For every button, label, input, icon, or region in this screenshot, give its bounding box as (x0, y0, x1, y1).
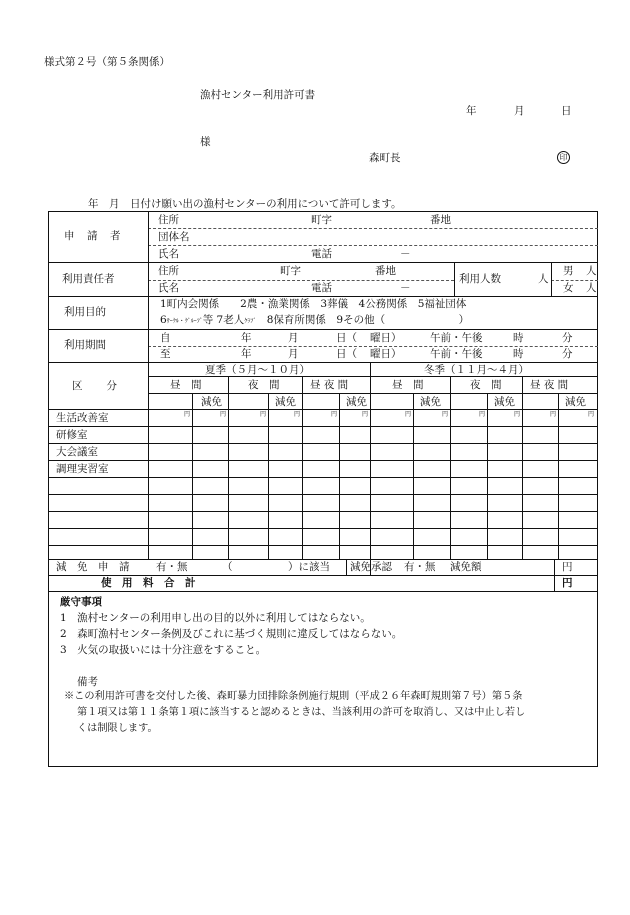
col-divider (551, 263, 552, 296)
rule-item: 2 森町漁村センター条例及びこれに基づく規則に違反してはならない。 (60, 628, 403, 640)
dashed-divider (148, 245, 598, 246)
applicant-lot-label: 番地 (430, 214, 451, 226)
male-unit: 人 (586, 265, 597, 277)
period-to-hour: 時 (513, 348, 524, 360)
summer-night-label: 夜 間 (248, 379, 280, 391)
period-from-hour: 時 (513, 332, 524, 344)
period-label: 利用期間 (64, 339, 106, 351)
header-divider (148, 376, 598, 377)
dashed-divider (148, 280, 454, 281)
period-from-month: 月 (288, 332, 299, 344)
col-divider (558, 393, 559, 559)
exemption-paren-open: （ (222, 561, 233, 573)
header-divider (148, 393, 598, 394)
fee-total-yen: 円 (562, 577, 573, 589)
applicant-phone-label: 電話 (311, 248, 332, 260)
female-label: 女 (563, 282, 574, 294)
row-divider (48, 477, 598, 478)
yen-mark: 円 (362, 411, 369, 418)
rule-item: 1 漁村センターの利用申し出の目的以外に利用してはならない。 (60, 612, 371, 624)
row-divider (48, 460, 598, 461)
responsible-phone-label: 電話 (311, 282, 332, 294)
responsible-town-label: 町字 (280, 265, 301, 277)
yen-mark: 円 (479, 411, 486, 418)
period-to-label: 至 (160, 348, 171, 360)
row-divider (48, 262, 598, 263)
period-from-minute: 分 (562, 332, 573, 344)
date-month-label: 月 (514, 105, 525, 117)
addressee-suffix: 様 (200, 136, 211, 148)
applicant-name-label: 氏名 (158, 248, 179, 260)
col-divider (148, 409, 149, 559)
row-divider (48, 362, 598, 363)
exemption-amount-label: 減免額 (450, 561, 482, 573)
applicant-phone-dash: － (400, 248, 411, 260)
applicant-group-label: 団体名 (158, 231, 190, 243)
dashed-divider (148, 346, 598, 347)
dashed-divider (551, 280, 598, 281)
col-divider (554, 559, 555, 591)
summer-daynight-label: 昼 夜 間 (310, 379, 349, 391)
dashed-divider (148, 228, 598, 229)
date-year-label: 年 (466, 105, 477, 117)
summer-night-exemption: 減免 (275, 396, 296, 408)
col-divider (454, 263, 455, 296)
category-label: 区 分 (72, 380, 118, 392)
rules-title: 厳守事項 (60, 596, 102, 608)
col-divider (487, 393, 488, 559)
exemption-applies: ）に該当 (288, 561, 330, 573)
room-name: 生活改善室 (56, 412, 109, 424)
yen-mark: 円 (442, 411, 449, 418)
col-divider (346, 559, 347, 575)
yen-mark: 円 (588, 411, 595, 418)
summer-daytime-label: 昼 間 (170, 379, 202, 391)
period-from-weekday: 曜日） (370, 332, 402, 344)
remarks-line: ※この利用許可書を交付した後、森町暴力団排除条例施行規則（平成２６年森町規則第７号）第５条 (64, 691, 523, 702)
winter-night-label: 夜 間 (470, 379, 502, 391)
row-divider (48, 511, 598, 512)
yen-mark: 円 (331, 411, 338, 418)
fee-total-label: 使 用 料 合 計 (101, 577, 196, 589)
user-count-label: 利用人数 (459, 273, 501, 285)
row-divider (48, 409, 598, 410)
responsible-lot-label: 番地 (375, 265, 396, 277)
yen-mark: 円 (405, 411, 412, 418)
yen-mark: 円 (260, 411, 267, 418)
exemption-request-label: 減 免 申 請 (56, 561, 130, 573)
yen-mark: 円 (294, 411, 301, 418)
row-divider (48, 559, 598, 560)
room-name: 研修室 (56, 429, 88, 441)
permit-table (48, 211, 598, 767)
form-title: 漁村センター利用許可書 (200, 89, 316, 101)
col-divider (148, 211, 149, 409)
col-divider (413, 393, 414, 559)
date-day-label: 日 (561, 105, 572, 117)
period-from-year: 年 (241, 332, 252, 344)
room-name: 調理実習室 (56, 463, 109, 475)
yen-mark: 円 (514, 411, 521, 418)
male-label: 男 (563, 265, 574, 277)
row-divider (48, 296, 598, 297)
exemption-amount-yen: 円 (562, 561, 573, 573)
summer-daynight-exemption: 減免 (346, 396, 367, 408)
row-divider (48, 528, 598, 529)
yen-mark: 円 (220, 411, 227, 418)
remarks-line: くは制限します。 (77, 723, 158, 734)
seal-icon: 印 (557, 151, 570, 164)
row-divider (48, 545, 598, 546)
period-from-label: 自 (160, 332, 171, 344)
purpose-line-2: 6ｻｰｸﾙ・ｸﾞﾙｰﾌﾟ等 7老人ｸﾗﾌﾞ 8保育所関係 9その他（ ） (160, 314, 470, 326)
responsible-address-label: 住所 (158, 265, 179, 277)
row-divider (48, 443, 598, 444)
winter-daynight-label: 昼 夜 間 (530, 379, 569, 391)
winter-night-exemption: 減免 (494, 396, 515, 408)
row-divider (48, 591, 598, 592)
period-to-weekday: 曜日） (370, 348, 402, 360)
rule-item: 3 火気の取扱いには十分注意をすること。 (60, 644, 267, 656)
season-divider (370, 362, 371, 575)
responsible-name-label: 氏名 (158, 282, 179, 294)
period-from-ampm: 午前・午後 (430, 332, 483, 344)
row-divider (48, 575, 598, 576)
issuer-name: 森町長 (369, 152, 401, 164)
applicant-town-label: 町字 (311, 214, 332, 226)
purpose-label: 利用目的 (64, 306, 106, 318)
summer-day-exemption: 減免 (201, 396, 222, 408)
remarks-line: 第１項又は第１１条第１項に該当すると認めるときは、当該利用の許可を取消し、又は中止し若し (77, 707, 526, 718)
winter-label: 冬季（１１月～４月） (424, 364, 529, 376)
col-divider (192, 393, 193, 559)
responsible-label: 利用責任者 (62, 273, 115, 285)
col-divider (228, 376, 229, 559)
user-count-unit: 人 (538, 273, 549, 285)
winter-daynight-exemption: 減免 (565, 396, 586, 408)
row-divider (48, 329, 598, 330)
winter-day-exemption: 減免 (420, 396, 441, 408)
period-to-day: 日（ (336, 348, 357, 360)
period-to-ampm: 午前・午後 (430, 348, 483, 360)
applicant-address-label: 住所 (158, 214, 179, 226)
form-number: 様式第２号（第５条関係） (44, 56, 170, 68)
purpose-line-1: 1町内会関係 2農・漁業関係 3葬儀 4公務関係 5福祉団体 (160, 298, 467, 310)
remarks-title: 備考 (77, 676, 98, 688)
female-unit: 人 (586, 282, 597, 294)
yen-mark: 円 (550, 411, 557, 418)
col-divider (339, 393, 340, 559)
intro-sentence: 年 月 日付け願い出の漁村センターの利用について許可します。 (88, 198, 402, 210)
room-name: 大会議室 (56, 446, 98, 458)
exemption-approval-yes-no: 有・無 (404, 561, 436, 573)
period-from-day: 日（ (336, 332, 357, 344)
exemption-request-yes-no: 有・無 (156, 561, 188, 573)
period-to-year: 年 (241, 348, 252, 360)
row-divider (48, 426, 598, 427)
row-divider (48, 494, 598, 495)
summer-label: 夏季（５月～１０月） (205, 364, 310, 376)
exemption-approval-label: 減免承認 (350, 561, 392, 573)
applicant-label: 申 請 者 (64, 230, 122, 242)
col-divider (268, 393, 269, 559)
period-to-minute: 分 (562, 348, 573, 360)
col-divider (302, 376, 303, 559)
winter-daytime-label: 昼 間 (392, 379, 424, 391)
yen-mark: 円 (184, 411, 191, 418)
col-divider (522, 376, 523, 559)
responsible-phone-dash: － (400, 282, 411, 294)
col-divider (450, 376, 451, 559)
period-to-month: 月 (288, 348, 299, 360)
